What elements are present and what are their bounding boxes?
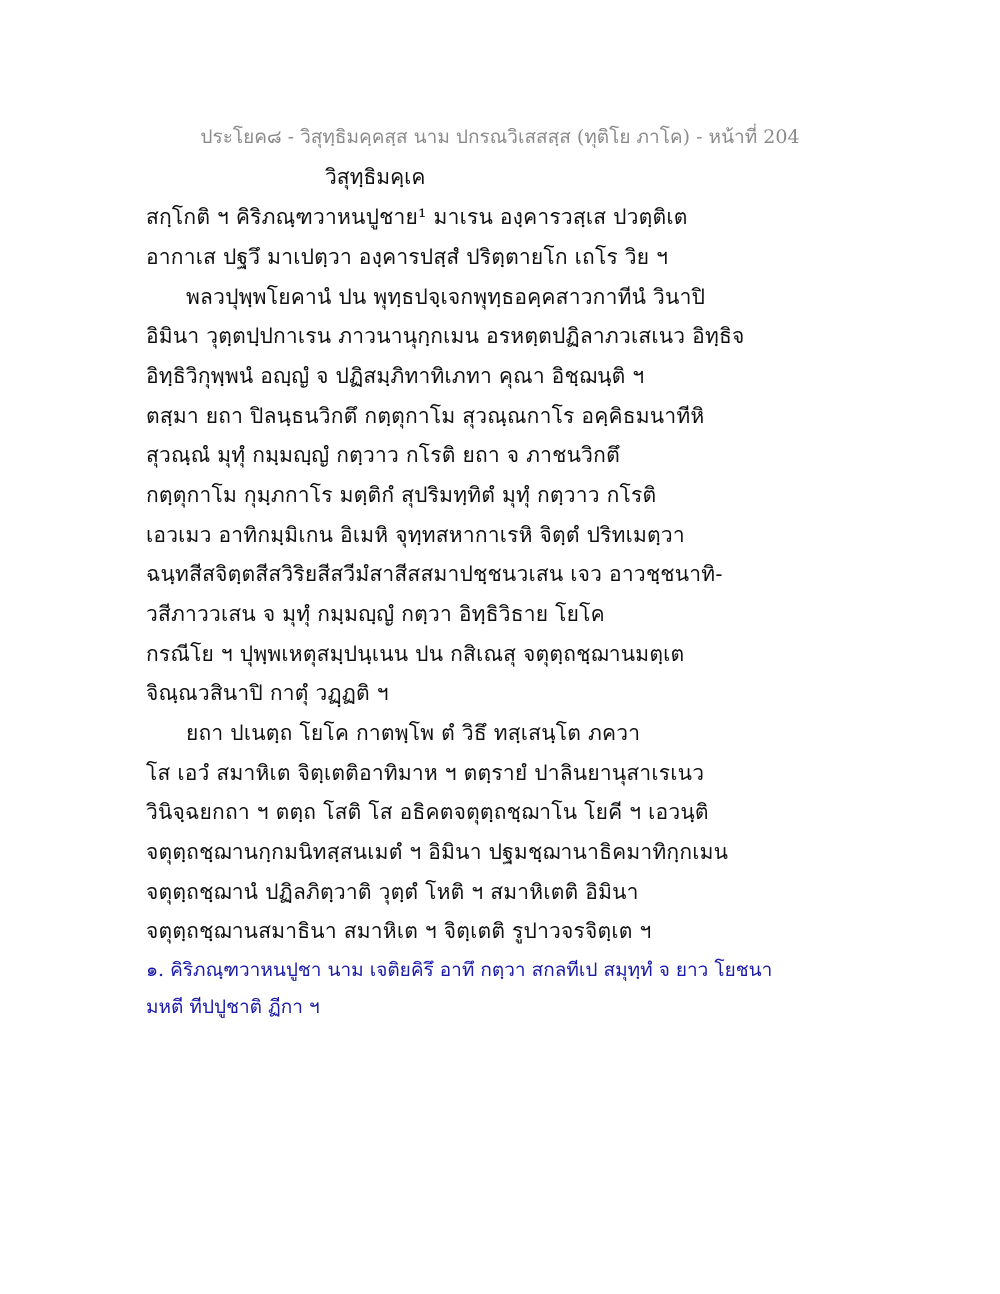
body-line-16: วินิจฺฉยกถา ฯ ตตฺถ โสติ โส อธิคตจตุตฺถชฺฌาโน โยคี ฯ เอวนฺติ xyxy=(146,800,709,824)
body-line-14: ยถา ปเนตฺถ โยโค กาตพฺโพ ตํ วิธึ ทสฺเสนฺโต ภควา xyxy=(186,721,641,745)
body-line-5: อิทฺธิวิกุพฺพนํ อญฺญํ จ ปฏิสมฺภิทาทิเภทา คุณา อิชฺฌนฺติ ฯ xyxy=(146,364,645,388)
body-line-8: กตฺตุกาโม กุมฺภกาโร มตฺติกํ สุปริมทฺทิตํ มุทุํ กตฺวาว กโรติ xyxy=(146,483,657,507)
body-line-15: โส เอวํ สมาหิเต จิตฺเตติอาทิมาห ฯ ตตฺรายํ ปาลินยานุสาเรเนว xyxy=(146,761,705,785)
body-line-3: พลวปุพฺพโยคานํ ปน พุทฺธปจฺเจกพุทฺธอคฺคสาวกาทีนํ วินาปิ xyxy=(186,285,706,309)
body-line-4: อิมินา วุตฺตปฺปกาเรน ภาวนานุกฺกเมน อรหตฺตปฏิลาภวเสเนว อิทฺธิจ xyxy=(146,324,745,348)
body-line-18: จตุตฺถชฺฌานํ ปฏิลภิตฺวาติ วุตฺตํ โหติ ฯ สมาหิเตติ อิมินา xyxy=(146,880,639,904)
body-line-7: สุวณฺณํ มุทุํ กมฺมญฺญํ กตฺวาว กโรติ ยถา จ ภาชนวิกตึ xyxy=(146,443,620,467)
section-title: วิสุทฺธิมคฺเค xyxy=(325,165,426,189)
body-line-11: วสีภาววเสน จ มุทุํ กมฺมญฺญํ กตฺวา อิทฺธิวิธาย โยโค xyxy=(146,602,605,626)
body-line-17: จตุตฺถชฺฌานกฺกมนิทสฺสนเมตํ ฯ อิมินา ปฐมชฺฌานาธิคมาทิกฺกเมน xyxy=(146,840,729,864)
body-line-10: ฉนฺทสีสจิตฺตสีสวิริยสีสวีมํสาสีสสมาปชฺชนวเสน เจว อาวชฺชนาทิ- xyxy=(146,562,723,586)
body-line-9: เอวเมว อาทิกมฺมิเกน อิเมหิ จุทฺทสหากาเรหิ จิตฺตํ ปริทเมตฺวา xyxy=(146,523,685,547)
footnote-line-1: ๑. คิริภณฺฑวาหนปูชา นาม เจติยคิรึ อาทึ กตฺวา สกลทีเป สมุทฺทํ จ ยาว โยชนา xyxy=(146,959,773,981)
footnote-line-2: มหตี ทีปปูชาติ ฏีกา ฯ xyxy=(146,996,320,1018)
body-line-13: จิณฺณวสินาปิ กาตุํ วฏฺฏติ ฯ xyxy=(146,681,389,705)
body-line-6: ตสฺมา ยถา ปิลนฺธนวิกตึ กตฺตุกาโม สุวณฺณกาโร อคฺคิธมนาทีหิ xyxy=(146,404,705,428)
body-line-19: จตุตฺถชฺฌานสมาธินา สมาหิเต ฯ จิตฺเตติ รูปาวจรจิตฺเต ฯ xyxy=(146,919,652,943)
body-line-12: กรณีโย ฯ ปุพฺพเหตุสมฺปนฺเนน ปน กสิเณสุ จตุตฺถชฺฌานมตฺเต xyxy=(146,642,685,666)
page-header: ประโยค๘ - วิสุทฺธิมคฺคสฺส นาม ปกรณวิเสสสฺส (ทุติโย ภาโค) - หน้าที่ 204 xyxy=(200,126,800,148)
body-line-2: อากาเส ปฐวึ มาเปตฺวา องฺคารปสฺสํ ปริตฺตายโก เถโร วิย ฯ xyxy=(146,245,669,269)
body-line-1: สกฺโกติ ฯ คิริภณฺฑวาหนปูชาย¹ มาเรน องฺคารวสฺเส ปวตฺติเต xyxy=(146,205,688,229)
